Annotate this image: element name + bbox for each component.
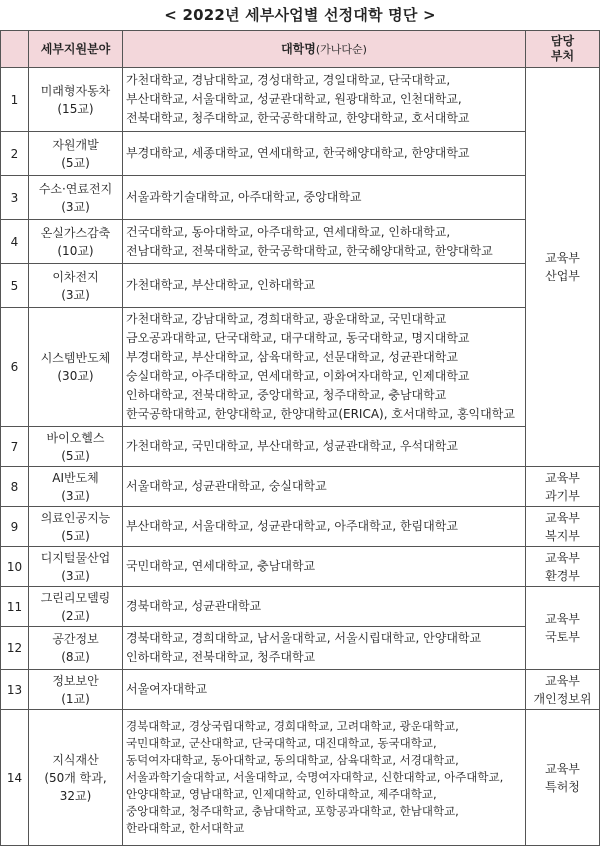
field-count: (5교) bbox=[61, 528, 90, 543]
universities-cell: 서울대학교, 성균관대학교, 숭실대학교 bbox=[123, 467, 526, 507]
universities-cell: 서울과학기술대학교, 아주대학교, 중앙대학교 bbox=[123, 176, 526, 220]
header-universities-sub: (가나다순) bbox=[315, 42, 367, 56]
row-number: 4 bbox=[1, 220, 29, 264]
table-row bbox=[1, 132, 600, 176]
header-universities bbox=[123, 31, 526, 68]
field-cell bbox=[29, 308, 123, 427]
field-count: (1교) bbox=[61, 691, 90, 706]
universities-cell: 가천대학교, 부산대학교, 인하대학교 bbox=[123, 264, 526, 308]
universities-cell: 가천대학교, 국민대학교, 부산대학교, 성균관대학교, 우석대학교 bbox=[123, 427, 526, 467]
row-number: 3 bbox=[1, 176, 29, 220]
header-no bbox=[1, 31, 29, 68]
row-number: 1 bbox=[1, 68, 29, 132]
department-cell: 교육부 산업부 bbox=[526, 68, 600, 467]
field-count: (3교) bbox=[61, 199, 90, 214]
field-count: (8교) bbox=[61, 650, 90, 664]
field-name: 수소·연료전지 bbox=[38, 181, 113, 196]
field-count: (2교) bbox=[61, 608, 90, 623]
table-row bbox=[1, 670, 600, 710]
table-row bbox=[1, 264, 600, 308]
field-count: (5교) bbox=[61, 155, 90, 170]
field-name: 시스템반도체 bbox=[40, 351, 111, 365]
field-cell bbox=[29, 264, 123, 308]
field-cell bbox=[29, 132, 123, 176]
field-name: 지식재산 bbox=[52, 752, 99, 767]
field-name: 공간정보 bbox=[52, 632, 99, 646]
field-count: (3교) bbox=[61, 568, 90, 583]
field-name: 바이오헬스 bbox=[46, 430, 105, 445]
table-row bbox=[1, 710, 600, 846]
universities-cell: 경북대학교, 경희대학교, 남서울대학교, 서울시립대학교, 안양대학교 인하대학교, 전북대학교, 청주대학교 bbox=[123, 627, 526, 670]
field-count: (30교) bbox=[57, 369, 94, 383]
field-name: 자원개발 bbox=[52, 137, 99, 152]
table-row bbox=[1, 467, 600, 507]
universities-cell: 부산대학교, 서울대학교, 성균관대학교, 아주대학교, 한림대학교 bbox=[123, 507, 526, 547]
header-field: 세부지원분야 bbox=[29, 31, 123, 68]
field-cell bbox=[29, 670, 123, 710]
row-number: 6 bbox=[1, 308, 29, 427]
header-universities-label: 대학명 bbox=[281, 41, 316, 56]
table-row bbox=[1, 427, 600, 467]
selection-table bbox=[0, 30, 600, 846]
field-cell bbox=[29, 507, 123, 547]
row-number: 5 bbox=[1, 264, 29, 308]
field-cell bbox=[29, 710, 123, 846]
field-cell bbox=[29, 176, 123, 220]
header-department: 담당 부처 bbox=[526, 31, 600, 68]
row-number: 14 bbox=[1, 710, 29, 846]
field-name: 정보보안 bbox=[52, 673, 99, 688]
table-row bbox=[1, 627, 600, 670]
field-name: 그린리모델링 bbox=[40, 590, 111, 605]
row-number: 2 bbox=[1, 132, 29, 176]
universities-cell: 부경대학교, 세종대학교, 연세대학교, 한국해양대학교, 한양대학교 bbox=[123, 132, 526, 176]
field-cell bbox=[29, 547, 123, 587]
row-number: 11 bbox=[1, 587, 29, 627]
row-number: 9 bbox=[1, 507, 29, 547]
row-number: 12 bbox=[1, 627, 29, 670]
row-number: 8 bbox=[1, 467, 29, 507]
department-cell: 교육부 특허청 bbox=[526, 710, 600, 846]
table-header-row bbox=[1, 31, 600, 68]
field-count: (10교) bbox=[57, 243, 94, 258]
row-number: 13 bbox=[1, 670, 29, 710]
field-count: (5교) bbox=[61, 448, 90, 463]
field-cell bbox=[29, 467, 123, 507]
table-row bbox=[1, 507, 600, 547]
field-cell bbox=[29, 587, 123, 627]
universities-cell: 건국대학교, 동아대학교, 아주대학교, 연세대학교, 인하대학교, 전남대학교, 전북대학교, 한국공학대학교, 한국해양대학교, 한양대학교 bbox=[123, 220, 526, 264]
department-cell: 교육부 복지부 bbox=[526, 507, 600, 547]
field-count: (15교) bbox=[57, 101, 94, 116]
universities-cell: 경북대학교, 성균관대학교 bbox=[123, 587, 526, 627]
row-number: 10 bbox=[1, 547, 29, 587]
row-number: 7 bbox=[1, 427, 29, 467]
field-cell bbox=[29, 68, 123, 132]
field-cell bbox=[29, 220, 123, 264]
table-row bbox=[1, 68, 600, 132]
field-name: 디지털물산업 bbox=[40, 550, 111, 565]
table-row bbox=[1, 587, 600, 627]
department-cell: 교육부 과기부 bbox=[526, 467, 600, 507]
table-row bbox=[1, 547, 600, 587]
field-count: (50개 학과, 32교) bbox=[44, 770, 107, 803]
page-title: < 2022년 세부사업별 선정대학 명단 > bbox=[164, 6, 436, 24]
department-cell: 교육부 개인정보위 bbox=[526, 670, 600, 710]
field-name: 의료인공지능 bbox=[40, 510, 111, 525]
department-cell: 교육부 환경부 bbox=[526, 547, 600, 587]
field-name: 미래형자동차 bbox=[40, 83, 111, 98]
universities-cell: 경북대학교, 경상국립대학교, 경희대학교, 고려대학교, 광운대학교, 국민대학교, 군산대학교, 단국대학교, 대진대학교, 동국대학교, 동덕여자대학교, 동아대학교, 동의대학교, 삼육대학교, 서경대학교, 서울과학기술대학교, 서울대학교, 숙명여자대학교, 신한대학교, 아주대학교, 안양대학교, 영남대학교, 인제대학교, 인하대학교, 제주대학교, 중앙대학교, 청주대학교, 충남대학교, 포항공과대학교, 한남대학교, 한라대학교, 한서대학교 bbox=[123, 710, 526, 846]
field-count: (3교) bbox=[61, 488, 90, 503]
field-cell bbox=[29, 427, 123, 467]
table-row bbox=[1, 220, 600, 264]
universities-cell: 서울여자대학교 bbox=[123, 670, 526, 710]
field-name: 온실가스감축 bbox=[40, 225, 111, 240]
field-count: (3교) bbox=[61, 287, 90, 302]
department-cell: 교육부 국토부 bbox=[526, 587, 600, 670]
field-name: AI반도체 bbox=[52, 470, 99, 485]
universities-cell: 가천대학교, 경남대학교, 경성대학교, 경일대학교, 단국대학교, 부산대학교, 서울대학교, 성균관대학교, 원광대학교, 인천대학교, 전북대학교, 청주대학교, 한국공학대학교, 한양대학교, 호서대학교 bbox=[123, 68, 526, 132]
universities-cell: 가천대학교, 강남대학교, 경희대학교, 광운대학교, 국민대학교 금오공과대학교, 단국대학교, 대구대학교, 동국대학교, 명지대학교 부경대학교, 부산대학교, 삼육대학교, 선문대학교, 성균관대학교 숭실대학교, 아주대학교, 연세대학교, 이화여자대학교, 인제대학교 인하대학교, 전북대학교, 중앙대학교, 청주대학교, 충남대학교 한국공학대학교, 한양대학교, 한양대학교(ERICA), 호서대학교, 홍익대학교 bbox=[123, 308, 526, 427]
table-row bbox=[1, 308, 600, 427]
field-cell bbox=[29, 627, 123, 670]
table-row bbox=[1, 176, 600, 220]
field-name: 이차전지 bbox=[52, 269, 99, 284]
universities-cell: 국민대학교, 연세대학교, 충남대학교 bbox=[123, 547, 526, 587]
